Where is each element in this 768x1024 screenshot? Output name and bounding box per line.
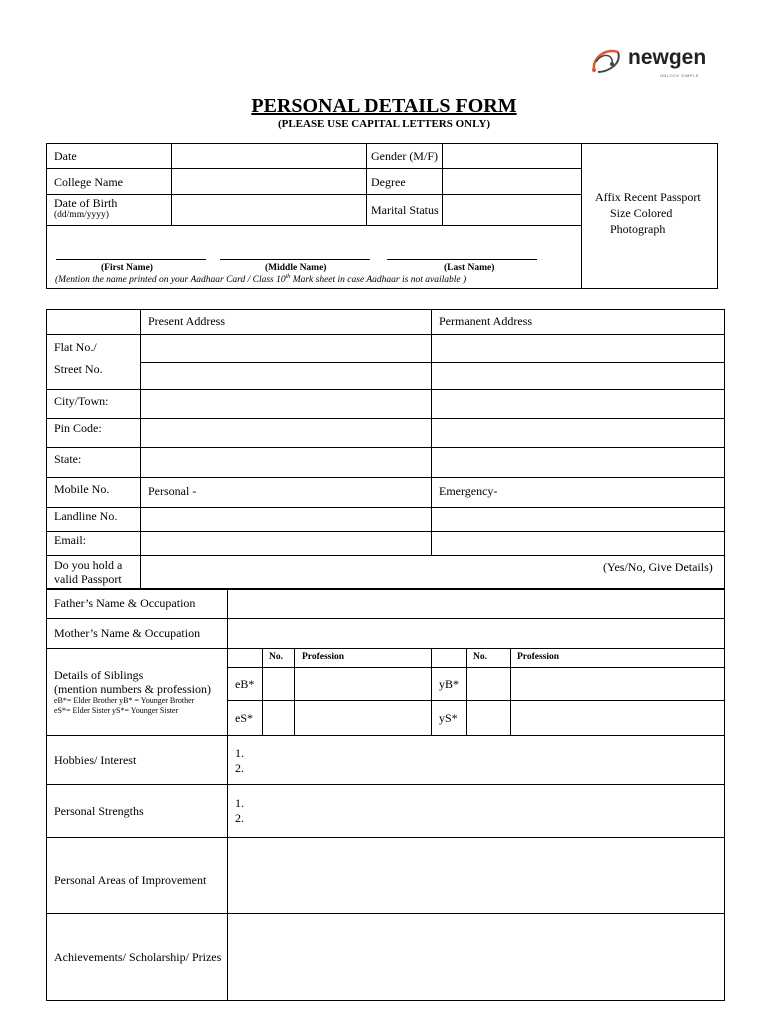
siblings-key-brothers: eB*= Elder Brother yB* = Younger Brother bbox=[54, 696, 195, 705]
first-name-input[interactable] bbox=[56, 240, 206, 259]
photo-instruction-line-3: Photograph bbox=[610, 222, 666, 236]
mobile-no-label: Mobile No. bbox=[54, 482, 110, 496]
degree-label: Degree bbox=[371, 175, 406, 189]
achievements-label: Achievements/ Scholarship/ Prizes bbox=[54, 950, 222, 964]
permanent-address-header: Permanent Address bbox=[439, 314, 532, 328]
passport-hint: (Yes/No, Give Details) bbox=[603, 560, 713, 574]
last-name-caption: (Last Name) bbox=[444, 263, 495, 273]
hobbies-item-2-marker: 2. bbox=[235, 761, 244, 775]
mobile-personal-label: Personal - bbox=[148, 484, 197, 498]
dob-input[interactable] bbox=[173, 196, 365, 224]
elder-brother-count-input[interactable] bbox=[264, 669, 293, 699]
middle-name-input[interactable] bbox=[220, 240, 370, 259]
college-name-input[interactable] bbox=[173, 170, 365, 193]
date-input[interactable] bbox=[173, 145, 365, 167]
present-landline-input[interactable] bbox=[142, 509, 430, 530]
newgen-swirl-icon bbox=[588, 42, 628, 78]
present-city-input[interactable] bbox=[142, 391, 430, 417]
street-no-label: Street No. bbox=[54, 362, 103, 376]
dob-format-hint: (dd/mm/yyyy) bbox=[54, 210, 109, 220]
permanent-state-input[interactable] bbox=[433, 449, 724, 476]
present-flat-input[interactable] bbox=[142, 336, 430, 361]
permanent-street-input[interactable] bbox=[433, 364, 724, 388]
photo-placeholder[interactable] bbox=[583, 190, 717, 237]
state-label: State: bbox=[54, 452, 82, 466]
younger-sister-profession-input[interactable] bbox=[512, 702, 724, 734]
pin-code-label: Pin Code: bbox=[54, 421, 102, 435]
permanent-pin-input[interactable] bbox=[433, 420, 724, 446]
mobile-personal-input[interactable] bbox=[205, 479, 429, 506]
landline-label: Landline No. bbox=[54, 509, 118, 523]
date-label: Date bbox=[54, 149, 77, 163]
younger-sister-count-input[interactable] bbox=[468, 702, 509, 734]
siblings-col-profession-left: Profession bbox=[302, 652, 345, 662]
siblings-key-sisters: eS*= Elder Sister yS*= Younger Sister bbox=[54, 706, 179, 715]
last-name-input[interactable] bbox=[387, 240, 537, 259]
page-subtitle: (PLEASE USE CAPITAL LETTERS ONLY) bbox=[277, 118, 491, 130]
gender-label: Gender (M/F) bbox=[371, 149, 438, 163]
gender-input[interactable] bbox=[444, 145, 580, 167]
elder-brother-profession-input[interactable] bbox=[296, 669, 430, 699]
strengths-item-1-marker: 1. bbox=[235, 796, 244, 810]
mobile-emergency-input[interactable] bbox=[505, 479, 724, 506]
hobbies-label: Hobbies/ Interest bbox=[54, 753, 137, 767]
marital-status-input[interactable] bbox=[444, 196, 580, 224]
elder-brother-label: eB* bbox=[235, 677, 255, 691]
strengths-item-2-input[interactable] bbox=[248, 809, 718, 825]
middle-name-caption: (Middle Name) bbox=[265, 263, 327, 273]
photo-instruction-line-1: Affix Recent Passport bbox=[595, 190, 701, 204]
photo-instruction-line-2: Size Colored bbox=[610, 206, 673, 220]
page-title: PERSONAL DETAILS FORM bbox=[251, 95, 517, 117]
permanent-email-input[interactable] bbox=[433, 533, 724, 554]
strengths-item-2-marker: 2. bbox=[235, 811, 244, 825]
present-street-input[interactable] bbox=[142, 364, 430, 388]
present-pin-input[interactable] bbox=[142, 420, 430, 446]
present-address-header: Present Address bbox=[148, 314, 225, 328]
email-label: Email: bbox=[54, 533, 86, 547]
college-name-label: College Name bbox=[54, 175, 123, 189]
achievements-textarea[interactable] bbox=[229, 915, 724, 1000]
father-input[interactable] bbox=[229, 591, 724, 617]
mobile-emergency-label: Emergency- bbox=[439, 484, 498, 498]
first-name-caption: (First Name) bbox=[101, 263, 153, 273]
improvement-textarea[interactable] bbox=[229, 839, 724, 912]
strengths-item-1-input[interactable] bbox=[248, 794, 718, 810]
permanent-landline-input[interactable] bbox=[433, 509, 724, 530]
elder-sister-profession-input[interactable] bbox=[296, 702, 430, 734]
brand-name: newgen bbox=[628, 46, 707, 69]
passport-label-line-2: valid Passport bbox=[54, 572, 122, 586]
mother-input[interactable] bbox=[229, 620, 724, 647]
younger-brother-label: yB* bbox=[439, 677, 460, 691]
brand-tagline: UNLOCK SIMPLE bbox=[660, 73, 699, 78]
marital-status-label: Marital Status bbox=[371, 203, 439, 217]
siblings-label: Details of Siblings bbox=[54, 668, 144, 682]
siblings-instruction: (mention numbers & profession) bbox=[54, 682, 211, 696]
siblings-col-no-left: No. bbox=[269, 652, 283, 662]
dob-label: Date of Birth bbox=[54, 196, 118, 210]
siblings-col-profession-right: Profession bbox=[517, 652, 560, 662]
strengths-label: Personal Strengths bbox=[54, 804, 144, 818]
passport-input[interactable] bbox=[142, 557, 597, 588]
flat-no-label: Flat No./ bbox=[54, 340, 97, 354]
improvement-label: Personal Areas of Improvement bbox=[54, 873, 207, 887]
degree-input[interactable] bbox=[444, 170, 580, 193]
permanent-city-input[interactable] bbox=[433, 391, 724, 417]
hobbies-item-1-input[interactable] bbox=[248, 744, 718, 760]
hobbies-item-2-input[interactable] bbox=[248, 759, 718, 775]
passport-label-line-1: Do you hold a bbox=[54, 558, 123, 572]
younger-brother-profession-input[interactable] bbox=[512, 669, 724, 699]
present-email-input[interactable] bbox=[142, 533, 430, 554]
elder-sister-count-input[interactable] bbox=[264, 702, 293, 734]
elder-sister-label: eS* bbox=[235, 711, 253, 725]
permanent-flat-input[interactable] bbox=[433, 336, 724, 361]
father-label: Father’s Name & Occupation bbox=[54, 596, 196, 610]
city-label: City/Town: bbox=[54, 394, 109, 408]
younger-brother-count-input[interactable] bbox=[468, 669, 509, 699]
younger-sister-label: yS* bbox=[439, 711, 458, 725]
mother-label: Mother’s Name & Occupation bbox=[54, 626, 201, 640]
present-state-input[interactable] bbox=[142, 449, 430, 476]
hobbies-item-1-marker: 1. bbox=[235, 746, 244, 760]
newgen-logo bbox=[588, 42, 728, 78]
siblings-col-no-right: No. bbox=[473, 652, 487, 662]
name-instruction-note: (Mention the name printed on your Aadhaar Card / Class 10th Mark sheet in case Aadhaar is not available ) bbox=[55, 274, 467, 286]
